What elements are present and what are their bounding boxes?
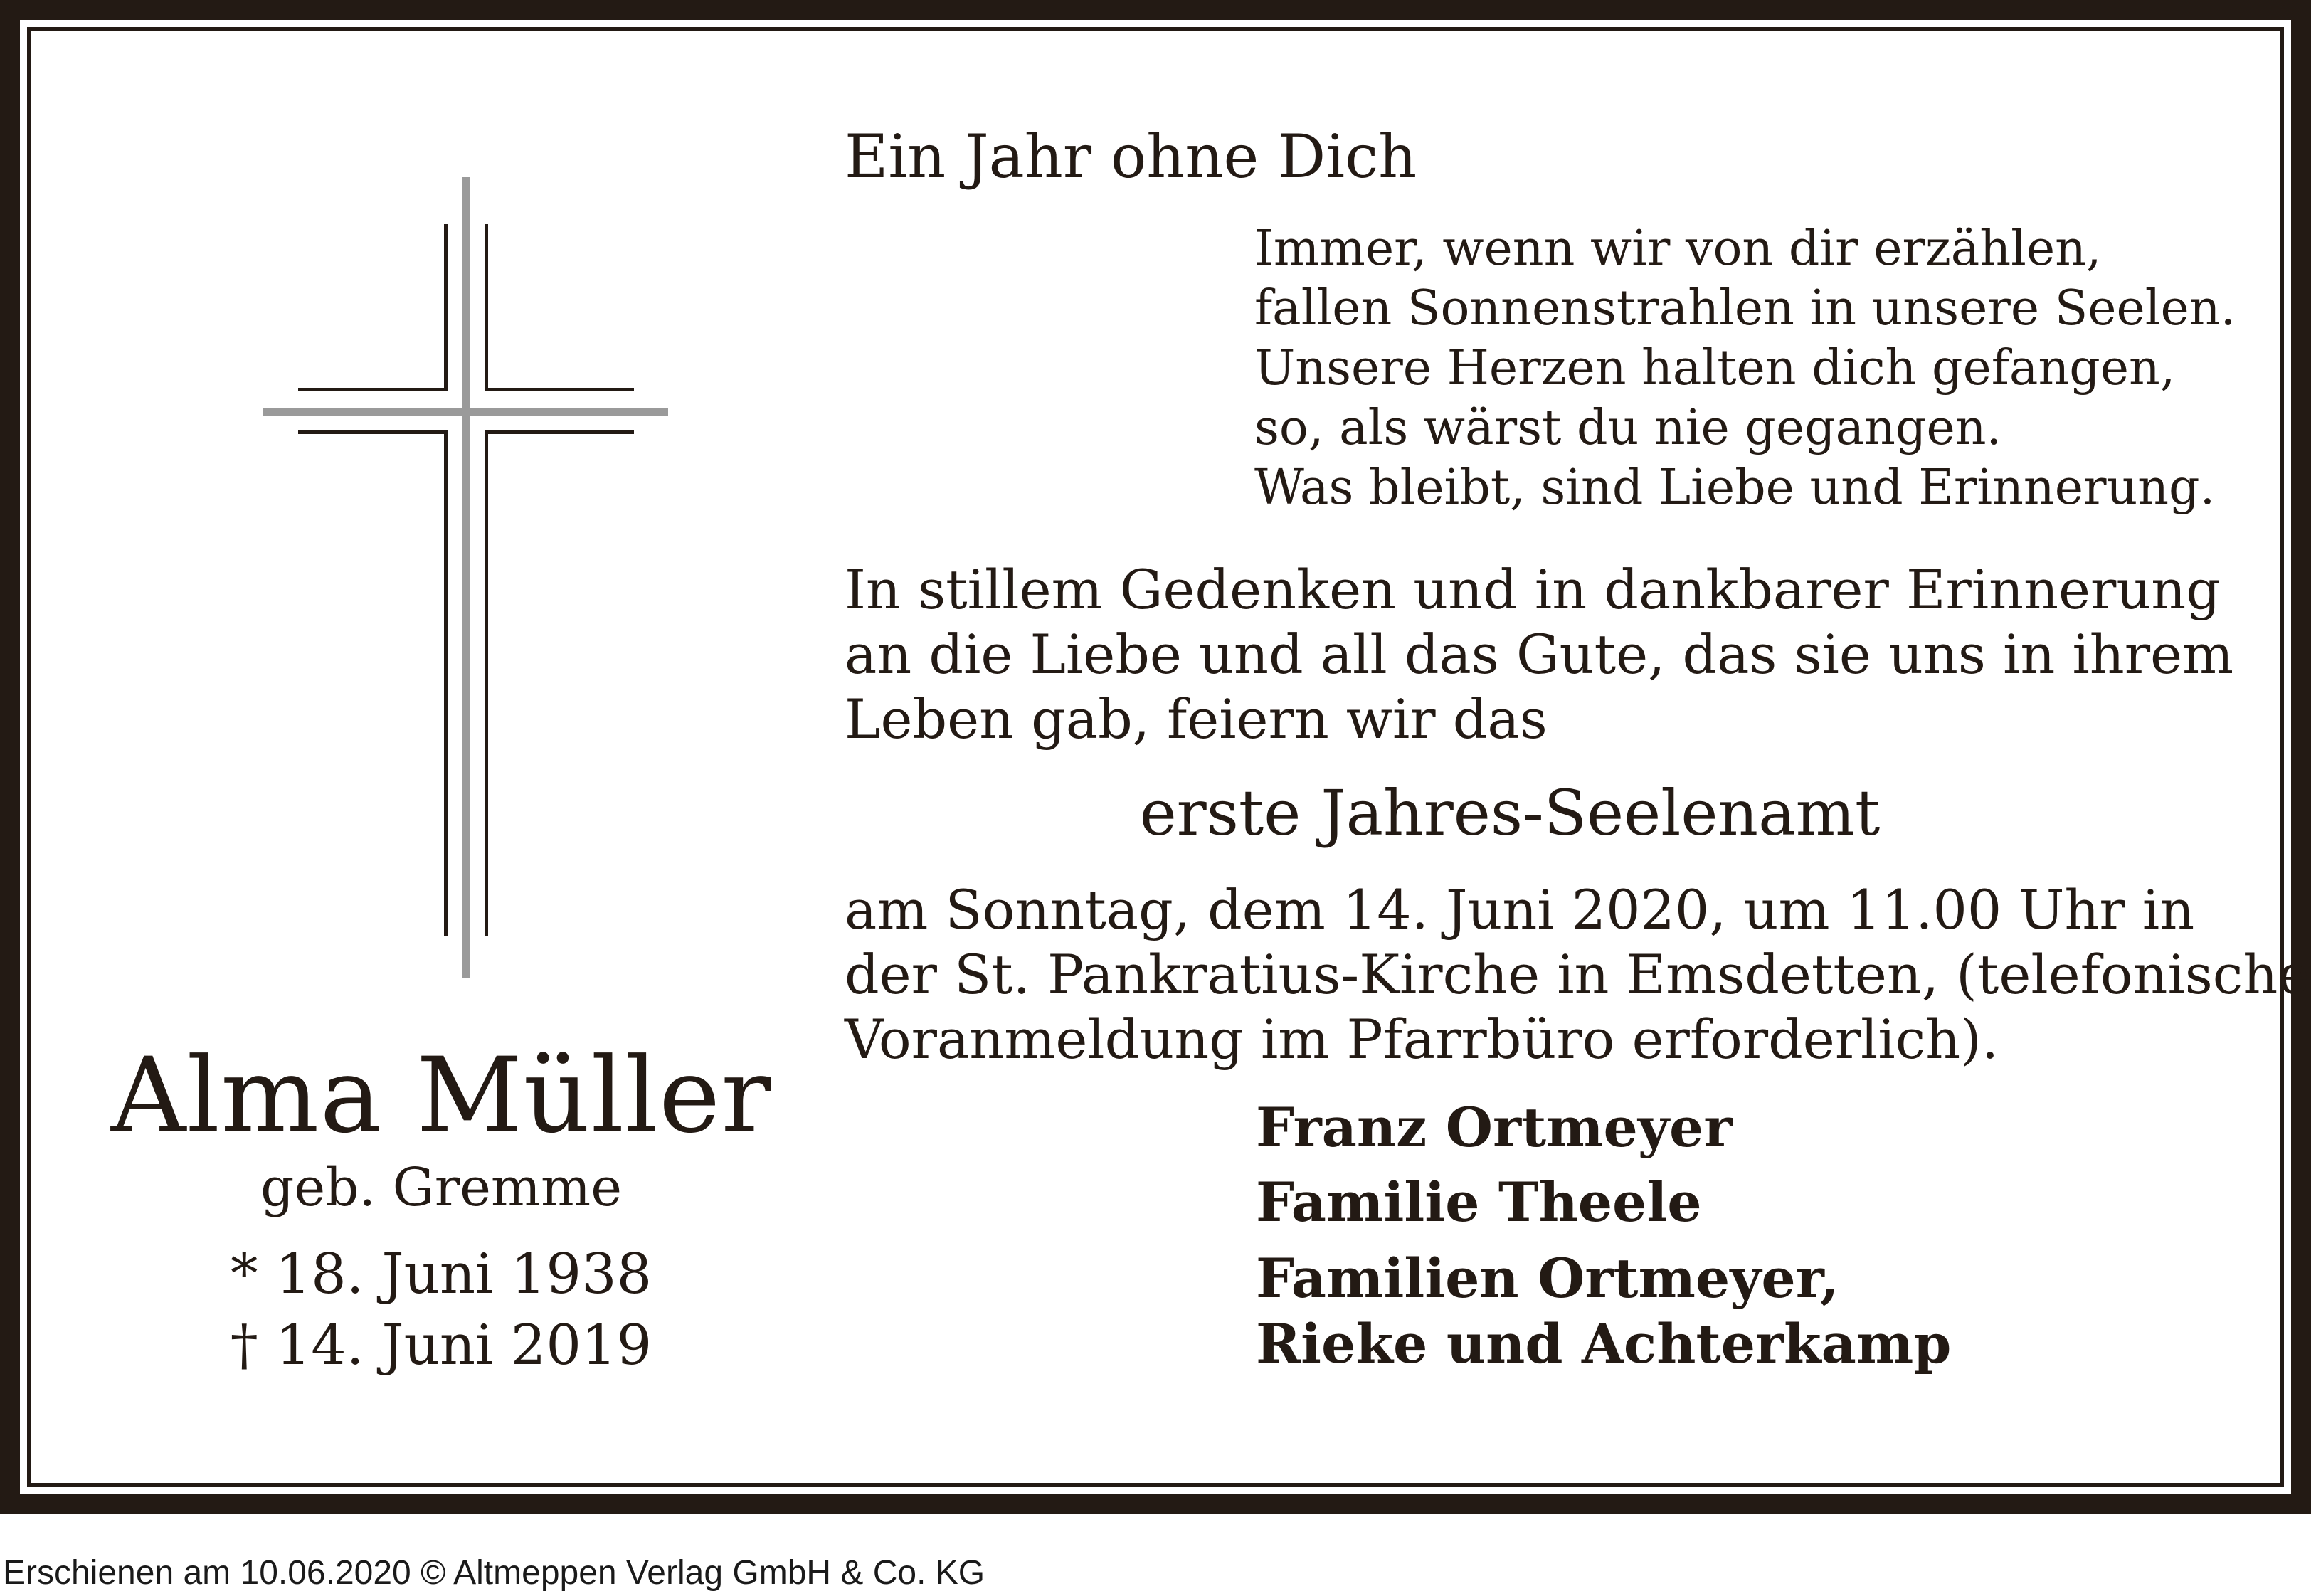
poem-line: Unsere Herzen halten dich gefangen, (1254, 340, 2176, 396)
birth-date: * 18. Juni 1938 (230, 1242, 652, 1306)
cross-icon (263, 177, 668, 978)
intro-paragraph (845, 557, 2234, 751)
notice-heading: Ein Jahr ohne Dich (845, 122, 1417, 191)
poem (1254, 219, 2236, 518)
signature-line: Rieke und Achterkamp (1256, 1312, 1952, 1375)
details-line: der St. Pankratius-Kirche in Emsdetten, (telefonische (845, 943, 2310, 1006)
intro-line: In stillem Gedenken und in dankbarer Erinnerung (845, 558, 2221, 621)
event-details (845, 877, 2310, 1072)
details-line: Voranmeldung im Pfarrbüro erforderlich). (845, 1008, 1999, 1071)
event-title: erste Jahres-Seelenamt (1139, 776, 1881, 850)
maiden-name: geb. Gremme (260, 1157, 622, 1218)
signature-line: Franz Ortmeyer (1256, 1096, 1733, 1159)
death-date: † 14. Juni 2019 (230, 1314, 652, 1378)
intro-line: an die Liebe und all das Gute, das sie uns in ihrem (845, 623, 2234, 686)
details-line: am Sonntag, dem 14. Juni 2020, um 11.00 Uhr in (845, 878, 2195, 941)
poem-line: Immer, wenn wir von dir erzählen, (1254, 221, 2102, 277)
publication-footer: Erschienen am 10.06.2020 © Altmeppen Verlag GmbH & Co. KG (3, 1554, 985, 1592)
signature-line: Familien Ortmeyer, (1256, 1247, 1839, 1310)
poem-line: fallen Sonnenstrahlen in unsere Seelen. (1254, 280, 2236, 337)
signature-line: Familie Theele (1256, 1170, 1702, 1234)
poem-line: Was bleibt, sind Liebe und Erinnerung. (1254, 460, 2216, 516)
poem-line: so, als wärst du nie gegangen. (1254, 400, 2002, 456)
deceased-name: Alma Müller (110, 1035, 772, 1156)
intro-line: Leben gab, feiern wir das (845, 687, 1548, 751)
